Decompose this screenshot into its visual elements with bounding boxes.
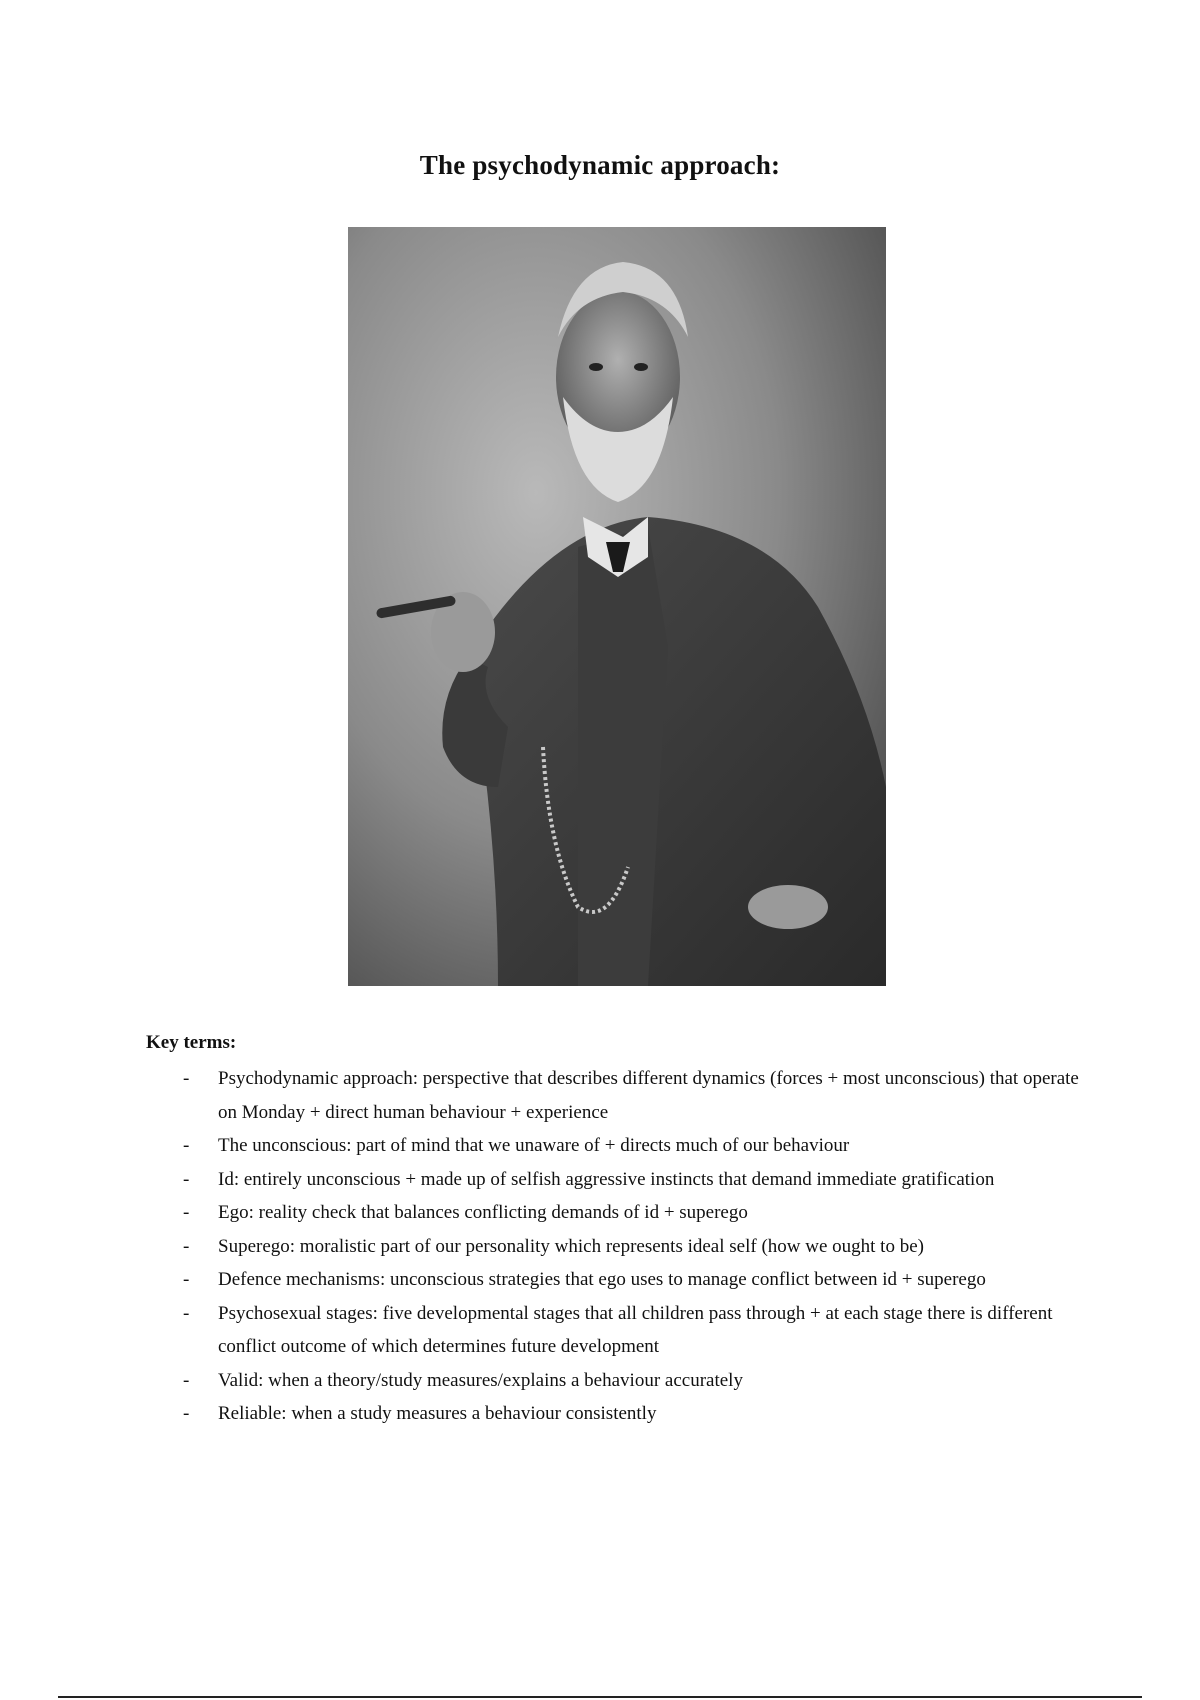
list-item: - Id: entirely unconscious + made up of selfish aggressive instincts that demand immediate gratification	[183, 1168, 995, 1190]
page-title: The psychodynamic approach:	[419, 150, 781, 180]
list-item: - Superego: moralistic part of our personality which represents ideal self (how we ought to be)	[183, 1235, 924, 1257]
list-item: - Psychosexual stages: five developmental stages that all children pass through + at each stage there is different conflict outcome of which determines future development	[183, 1302, 1053, 1357]
list-item: - Defence mechanisms: unconscious strategies that ego uses to manage conflict between id + superego	[183, 1269, 986, 1290]
key-term-text: Psychodynamic approach: perspective that describes different dynamics (forces + most unconscious) that operate on Monday + direct human behaviour + experience	[218, 1068, 1079, 1123]
key-term-text: The unconscious: part of mind that we unaware of + directs much of our behaviour	[218, 1135, 850, 1156]
key-term-text: Superego: moralistic part of our personality which represents ideal self (how we ought to be)	[218, 1235, 924, 1257]
key-terms-heading: Key terms:	[146, 1032, 237, 1053]
list-item: - Reliable: when a study measures a behaviour consistently	[183, 1403, 657, 1424]
key-term-text: Valid: when a theory/study measures/explains a behaviour accurately	[218, 1369, 743, 1391]
list-item: - The unconscious: part of mind that we unaware of + directs much of our behaviour	[183, 1135, 850, 1156]
key-term-text: Defence mechanisms: unconscious strategies that ego uses to manage conflict between id + superego	[218, 1269, 986, 1290]
portrait-image	[348, 227, 886, 986]
footer-rule	[58, 1696, 1142, 1698]
key-term-text: Id: entirely unconscious + made up of selfish aggressive instincts that demand immediate gratification	[218, 1168, 995, 1190]
key-terms-section	[146, 1030, 1086, 1431]
list-item: - Psychodynamic approach: perspective that describes different dynamics (forces + most unconscious) that operate on Monday + direct human behaviour + experience	[183, 1068, 1079, 1123]
key-term-text: Psychosexual stages: five developmental stages that all children pass through + at each stage there is different conflict outcome of which determines future development	[218, 1302, 1053, 1357]
key-term-text: Reliable: when a study measures a behaviour consistently	[218, 1403, 657, 1424]
list-item: - Valid: when a theory/study measures/explains a behaviour accurately	[183, 1369, 743, 1391]
key-term-text: Ego: reality check that balances conflicting demands of id + superego	[218, 1202, 748, 1223]
portrait-photo	[348, 227, 886, 986]
key-terms-list	[146, 1062, 1086, 1431]
list-item: - Ego: reality check that balances conflicting demands of id + superego	[183, 1202, 748, 1223]
